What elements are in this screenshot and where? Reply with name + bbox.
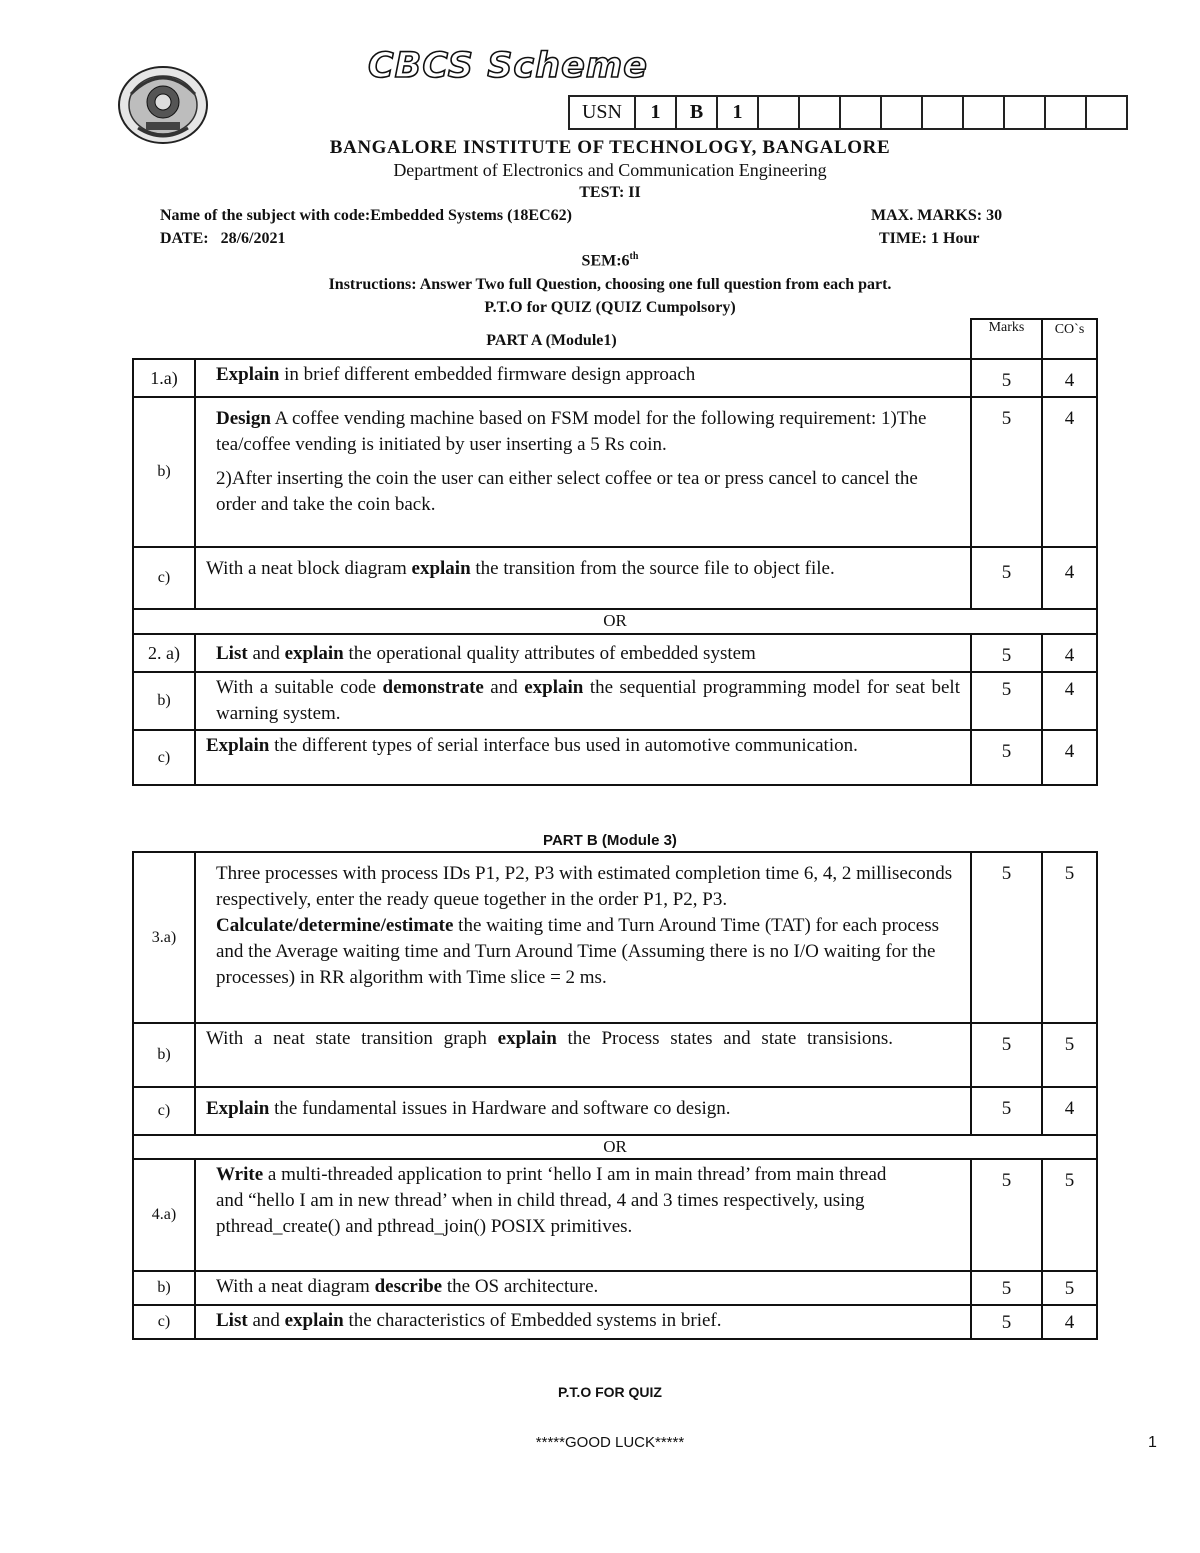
- college-emblem-icon: [116, 64, 210, 146]
- usn-cell[interactable]: [758, 96, 799, 129]
- question-keyword: Write: [216, 1164, 264, 1185]
- co-value: 4: [1042, 1305, 1097, 1339]
- table-row: [133, 852, 1097, 1023]
- usn-label: USN: [569, 96, 635, 129]
- cos-header: CO`s: [1042, 319, 1097, 359]
- question-body: the Process states and state transisions.: [556, 1028, 894, 1049]
- question-keyword: Design: [216, 408, 271, 429]
- question-number: 3.a): [133, 852, 195, 1023]
- co-value: 5: [1042, 1271, 1097, 1305]
- question-text: [195, 359, 971, 397]
- marks-value: 5: [971, 1305, 1042, 1339]
- usn-cell[interactable]: [1086, 96, 1127, 129]
- marks-value: 5: [971, 730, 1042, 785]
- question-keyword: explain: [524, 677, 584, 698]
- exam-time: TIME: 1 Hour: [879, 230, 980, 247]
- footer-good-luck: *****GOOD LUCK*****: [535, 1434, 685, 1451]
- question-body: the different types of serial interface bus used in automotive communication.: [269, 735, 858, 756]
- question-body: in brief different embedded firmware design approach: [279, 364, 696, 385]
- marks-value: 5: [971, 1087, 1042, 1135]
- question-body: With a neat state transition graph: [206, 1028, 498, 1049]
- usn-cell[interactable]: [963, 96, 1004, 129]
- marks-value: 5: [971, 852, 1042, 1023]
- question-keyword: List: [216, 1310, 248, 1331]
- subject-value: Embedded Systems (18EC62): [370, 207, 572, 224]
- question-number: b): [133, 1271, 195, 1305]
- usn-cell[interactable]: [840, 96, 881, 129]
- part-b-table: [132, 851, 1098, 1340]
- question-keyword: demonstrate: [382, 677, 484, 698]
- usn-cell[interactable]: 1: [717, 96, 758, 129]
- table-row: [133, 1023, 1097, 1087]
- question-keyword: explain: [497, 1028, 557, 1049]
- usn-cell[interactable]: 1: [635, 96, 676, 129]
- semester-suffix: th: [629, 251, 639, 262]
- table-row: [133, 730, 1097, 785]
- question-body: a multi-threaded application to print ‘hello I am in main thread’ from main thread and “hello I am in new thread’ when in child thread, 4 and 3 times respectively, using pthread_create() and pthread_join() POSIX primitives.: [216, 1164, 887, 1237]
- usn-cell[interactable]: [922, 96, 963, 129]
- question-text: [195, 1087, 971, 1135]
- part-b-title: PART B (Module 3): [543, 832, 677, 849]
- usn-box: [568, 95, 1128, 130]
- subject-label: Name of the subject with code:: [160, 207, 371, 224]
- question-number: b): [133, 1023, 195, 1087]
- co-value: 4: [1042, 730, 1097, 785]
- question-text: [195, 1305, 971, 1339]
- question-text: [195, 730, 971, 785]
- co-value: 5: [1042, 1159, 1097, 1271]
- question-body: the characteristics of Embedded systems in brief.: [343, 1310, 722, 1331]
- question-number: 1.a): [133, 359, 195, 397]
- question-text: [195, 397, 971, 547]
- table-row: [133, 1159, 1097, 1271]
- question-text: [195, 1271, 971, 1305]
- table-row: [133, 547, 1097, 609]
- co-value: 4: [1042, 547, 1097, 609]
- question-body: 2)After inserting the coin the user can either select coffee or tea or press cancel to cancel the order and take the coin back.: [216, 468, 918, 515]
- usn-cell[interactable]: [1004, 96, 1045, 129]
- marks-value: 5: [971, 1023, 1042, 1087]
- question-number: c): [133, 730, 195, 785]
- question-keyword: describe: [374, 1276, 443, 1297]
- question-body: With a neat diagram: [216, 1276, 375, 1297]
- question-number: c): [133, 547, 195, 609]
- marks-header: Marks: [971, 319, 1042, 359]
- max-marks: MAX. MARKS: 30: [871, 207, 1003, 224]
- institute-name: BANGALORE INSTITUTE OF TECHNOLOGY, BANGALORE: [329, 137, 891, 158]
- question-number: 2. a): [133, 634, 195, 672]
- question-keyword: Calculate/determine/estimate: [216, 915, 454, 936]
- pto-quiz-note: P.T.O for QUIZ (QUIZ Cumpolsory): [484, 299, 736, 316]
- question-body: With a suitable code: [216, 677, 383, 698]
- table-row: [133, 359, 1097, 397]
- table-row: [133, 672, 1097, 730]
- co-value: 4: [1042, 359, 1097, 397]
- question-body: the sequential programming model for seat belt warning system.: [216, 677, 960, 724]
- department-name: Department of Electronics and Communication Engineering: [393, 160, 827, 180]
- table-row: [133, 1271, 1097, 1305]
- question-number: b): [133, 397, 195, 547]
- question-keyword: List: [216, 643, 248, 664]
- question-text: [195, 852, 971, 1023]
- co-value: 5: [1042, 1023, 1097, 1087]
- marks-value: 5: [971, 672, 1042, 730]
- exam-date: DATE: 28/6/2021: [160, 230, 286, 247]
- table-row: [133, 634, 1097, 672]
- semester: [0, 251, 1200, 270]
- scheme-title: CBCS Scheme: [368, 46, 649, 86]
- or-divider: OR: [133, 1135, 1097, 1159]
- usn-cell[interactable]: [881, 96, 922, 129]
- marks-value: 5: [971, 359, 1042, 397]
- part-a-title: PART A (Module1): [133, 319, 971, 359]
- question-body: With a neat block diagram: [206, 558, 412, 579]
- question-keyword: Explain: [216, 364, 280, 385]
- footer-pto: P.T.O FOR QUIZ: [558, 1384, 662, 1400]
- question-body: the fundamental issues in Hardware and software co design.: [269, 1098, 731, 1119]
- question-text: [195, 672, 971, 730]
- question-text: [195, 1159, 971, 1271]
- question-keyword: explain: [411, 558, 471, 579]
- co-value: 4: [1042, 1087, 1097, 1135]
- test-label: TEST: II: [579, 184, 641, 201]
- marks-value: 5: [971, 1159, 1042, 1271]
- question-number: 4.a): [133, 1159, 195, 1271]
- marks-value: 5: [971, 1271, 1042, 1305]
- question-keyword: Explain: [206, 1098, 270, 1119]
- question-body: and: [483, 677, 525, 698]
- question-text: [195, 634, 971, 672]
- marks-value: 5: [971, 397, 1042, 547]
- usn-cell[interactable]: [1045, 96, 1086, 129]
- co-value: 4: [1042, 397, 1097, 547]
- question-keyword: Explain: [206, 735, 270, 756]
- question-body: the transition from the source file to object file.: [470, 558, 835, 579]
- table-row: [133, 1087, 1097, 1135]
- question-body: Three processes with process IDs P1, P2, P3 with estimated completion time 6, 4, 2 milliseconds respectively, enter the ready queue together in the order P1, P2, P3.: [216, 863, 953, 910]
- co-value: 5: [1042, 852, 1097, 1023]
- question-body: the OS architecture.: [442, 1276, 599, 1297]
- question-number: c): [133, 1305, 195, 1339]
- question-keyword: explain: [284, 643, 344, 664]
- question-body: the waiting time and Turn Around Time (TAT) for each process and the Average waiting time and Turn Around Time (Assuming there is no I/O waiting for the processes) in RR algorithm with Time slice = 2 ms.: [216, 915, 939, 988]
- usn-cell[interactable]: [799, 96, 840, 129]
- question-number: c): [133, 1087, 195, 1135]
- table-row: [133, 397, 1097, 547]
- question-text: [195, 1023, 971, 1087]
- subject-line: [160, 207, 572, 225]
- usn-cell[interactable]: B: [676, 96, 717, 129]
- question-body: the operational quality attributes of embedded system: [343, 643, 756, 664]
- question-number: b): [133, 672, 195, 730]
- question-body: and: [247, 1310, 285, 1331]
- marks-value: 5: [971, 634, 1042, 672]
- marks-value: 5: [971, 547, 1042, 609]
- semester-value: SEM:6: [581, 252, 630, 270]
- part-a-table: [132, 318, 1098, 786]
- co-value: 4: [1042, 634, 1097, 672]
- table-row: [133, 1305, 1097, 1339]
- page-number: 1: [1148, 1434, 1157, 1451]
- question-text: [195, 547, 971, 609]
- or-divider: OR: [133, 609, 1097, 634]
- co-value: 4: [1042, 672, 1097, 730]
- question-body: A coffee vending machine based on FSM model for the following requirement: 1)The tea/coffee vending is initiated by user inserting a 5 Rs coin.: [216, 408, 927, 455]
- question-keyword: explain: [284, 1310, 344, 1331]
- instructions: Instructions: Answer Two full Question, choosing one full question from each part.: [328, 276, 892, 293]
- question-body: and: [247, 643, 285, 664]
